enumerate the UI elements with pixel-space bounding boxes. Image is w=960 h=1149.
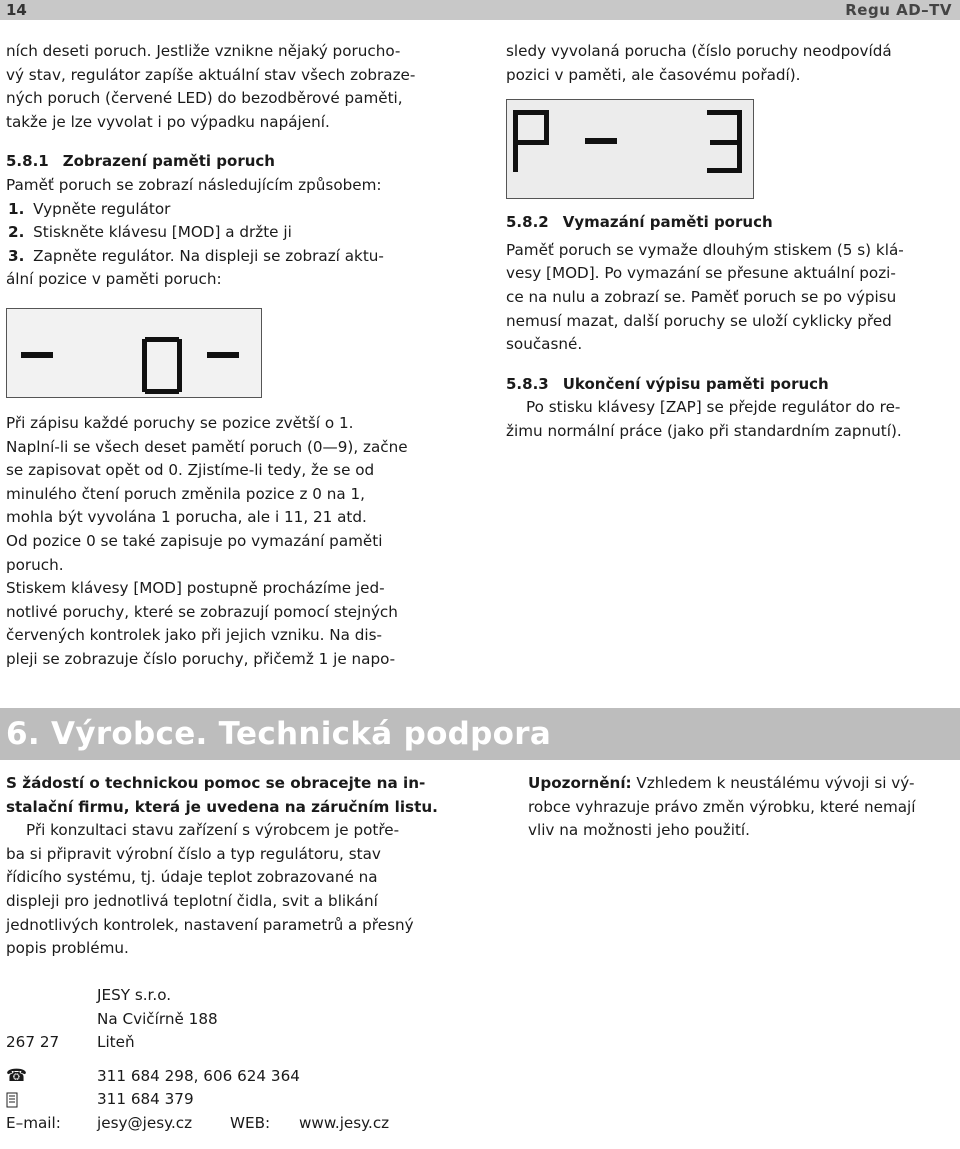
notice-line bbox=[528, 772, 958, 796]
notice-line: vliv na možnosti jeho použití. bbox=[528, 821, 750, 840]
intro-line: takže je lze vyvolat i po výpadku napájení. bbox=[6, 112, 330, 131]
support-bold-line: S žádostí o technickou pomoc se obracejte na in- bbox=[6, 774, 426, 792]
city: Liteň bbox=[97, 1033, 135, 1052]
web-label: WEB: bbox=[230, 1113, 271, 1132]
heading-number: 5.8.1 bbox=[6, 152, 49, 171]
body-line: pleji se zobrazuje číslo poruchy, přičemž 1 je napo- bbox=[6, 649, 396, 668]
lcd-p-top bbox=[513, 110, 547, 115]
lead-line: Paměť poruch se zobrazí následujícím způsobem: bbox=[6, 175, 382, 194]
lcd-p-right bbox=[544, 110, 549, 145]
lcd-dash bbox=[585, 138, 617, 144]
contact-block bbox=[6, 984, 606, 1136]
body-line: Stiskem klávesy [MOD] postupně procházíme jed- bbox=[6, 579, 385, 598]
lcd-3-bottom bbox=[707, 168, 741, 173]
body-line: Od pozice 0 se také zapisuje po vymazání paměti bbox=[6, 531, 383, 550]
notice-label: Upozornění: bbox=[528, 774, 632, 792]
lcd-digit-0-top bbox=[145, 337, 179, 342]
contact-row bbox=[6, 1031, 606, 1055]
web-link[interactable]: www.jesy.cz bbox=[299, 1113, 390, 1132]
body-line: vesy [MOD]. Po vymazání se přesune aktuální pozi- bbox=[506, 264, 896, 283]
support-line: popis problému. bbox=[6, 939, 129, 958]
company-name: JESY s.r.o. bbox=[97, 986, 172, 1004]
display-fault-number bbox=[506, 99, 754, 199]
section-title: 6. Výrobce. Technická podpora bbox=[6, 716, 552, 752]
body-line: Po stisku klávesy [ZAP] se přejde regulátor do re- bbox=[526, 398, 901, 417]
step-text: Stiskněte klávesu [MOD] a držte ji bbox=[33, 223, 292, 242]
running-title: Regu AD–TV bbox=[845, 1, 952, 19]
postal-code: 267 27 bbox=[6, 1033, 60, 1052]
heading-5-8-3 bbox=[506, 373, 958, 397]
heading-text: Zobrazení paměti poruch bbox=[62, 152, 275, 171]
intro-line: ných poruch (červené LED) do bezodběrové paměti, bbox=[6, 89, 403, 108]
support-text bbox=[6, 772, 458, 961]
lcd-3-right bbox=[737, 110, 742, 173]
lcd-dash bbox=[207, 352, 239, 358]
support-line: řídicího systému, tj. údaje teplot zobrazované na bbox=[6, 868, 378, 887]
lcd-digit-0-bottom bbox=[145, 389, 179, 394]
body-line: Paměť poruch se vymaže dlouhým stiskem (5 s) klá- bbox=[506, 240, 904, 259]
notice-text bbox=[528, 772, 958, 843]
step-item bbox=[6, 245, 458, 269]
step-item bbox=[6, 221, 458, 245]
intro-line: ních deseti poruch. Jestliže vznikne nějaký porucho- bbox=[6, 42, 401, 60]
body-line: žimu normální práce (jako při standardním zapnutí). bbox=[506, 421, 902, 440]
body-line: současné. bbox=[506, 335, 583, 354]
notice-line: robce vyhrazuje právo změn výrobku, které nemají bbox=[528, 797, 916, 816]
contact-row bbox=[6, 1065, 606, 1089]
body-line: Naplní-li se všech deset pamětí poruch (0—9), začne bbox=[6, 437, 408, 456]
heading-number: 5.8.3 bbox=[506, 374, 549, 393]
body-line: poruch. bbox=[6, 555, 64, 574]
contact-row bbox=[6, 1088, 606, 1112]
contact-row bbox=[6, 1112, 606, 1136]
intro-line: vý stav, regulátor zapíše aktuální stav všech zobraze- bbox=[6, 65, 416, 84]
step-number: 2. bbox=[8, 223, 25, 242]
phone-numbers: 311 684 298, 606 624 364 bbox=[97, 1066, 300, 1085]
heading-text: Ukončení výpisu paměti poruch bbox=[562, 374, 829, 393]
support-line: ba si připravit výrobní číslo a typ regulátoru, stav bbox=[6, 844, 381, 863]
telephone-icon: ☎ bbox=[6, 1065, 28, 1086]
body-line: mohla být vyvolána 1 porucha, ale i 11, 21 atd. bbox=[6, 508, 367, 527]
body-line: minulého čtení poruch změnila pozice z 0 na 1, bbox=[6, 484, 365, 503]
support-line: Při konzultaci stavu zařízení s výrobcem je potře- bbox=[26, 821, 400, 840]
step-number: 3. bbox=[8, 246, 25, 265]
email-label: E–mail: bbox=[6, 1113, 61, 1132]
fax-number: 311 684 379 bbox=[97, 1090, 194, 1109]
body-line: ce na nulu a zobrazí se. Paměť poruch se po výpisu bbox=[506, 287, 897, 306]
street-address: Na Cvičírně 188 bbox=[97, 1009, 218, 1028]
body-line: notlivé poruchy, které se zobrazují pomocí stejných bbox=[6, 602, 398, 621]
step-continuation: ální pozice v paměti poruch: bbox=[6, 270, 222, 289]
contact-row bbox=[6, 1008, 606, 1032]
notice-first: Vzhledem k neustálému vývoji si vý- bbox=[631, 774, 915, 792]
step-text: Vypněte regulátor bbox=[33, 199, 171, 218]
display-position-zero bbox=[6, 308, 262, 398]
lcd-digit-0-left bbox=[142, 339, 147, 392]
heading-number: 5.8.2 bbox=[506, 213, 549, 232]
lcd-p-mid bbox=[513, 140, 547, 145]
body-line: Při zápisu každé poruchy se pozice zvětší o 1. bbox=[6, 413, 354, 432]
lcd-3-mid bbox=[710, 140, 741, 145]
support-line: jednotlivých kontrolek, nastavení parametrů a přesný bbox=[6, 915, 414, 934]
body-line: se zapisovat opět od 0. Zjistíme-li tedy, že se od bbox=[6, 461, 375, 480]
intro-line: pozici v paměti, ale časovému pořadí). bbox=[506, 65, 801, 84]
heading-5-8-1 bbox=[6, 150, 458, 174]
contact-row bbox=[6, 984, 606, 1008]
lcd-dash bbox=[21, 352, 53, 358]
support-line: displeji pro jednotlivá teplotní čidla, svit a blikání bbox=[6, 891, 378, 910]
lcd-3-top bbox=[707, 110, 741, 115]
right-column bbox=[506, 40, 958, 444]
step-text: Zapněte regulátor. Na displeji se zobrazí aktu- bbox=[33, 246, 384, 265]
intro-line: sledy vyvolaná porucha (číslo poruchy neodpovídá bbox=[506, 42, 892, 60]
support-bold-line: stalační firmu, která je uvedena na záručním listu. bbox=[6, 797, 438, 816]
body-line: nemusí mazat, další poruchy se uloží cyklicky před bbox=[506, 311, 892, 330]
page-number: 14 bbox=[6, 1, 27, 19]
lcd-digit-0-right bbox=[177, 339, 182, 392]
body-line: červených kontrolek jako při jejich vzniku. Na dis- bbox=[6, 626, 383, 645]
page-header-bar bbox=[0, 0, 960, 20]
email-link[interactable]: jesy@jesy.cz bbox=[97, 1113, 193, 1132]
step-number: 1. bbox=[8, 199, 25, 218]
heading-text: Vymazání paměti poruch bbox=[562, 213, 773, 232]
step-item bbox=[6, 198, 458, 222]
left-column bbox=[6, 40, 458, 671]
heading-5-8-2 bbox=[506, 211, 958, 235]
